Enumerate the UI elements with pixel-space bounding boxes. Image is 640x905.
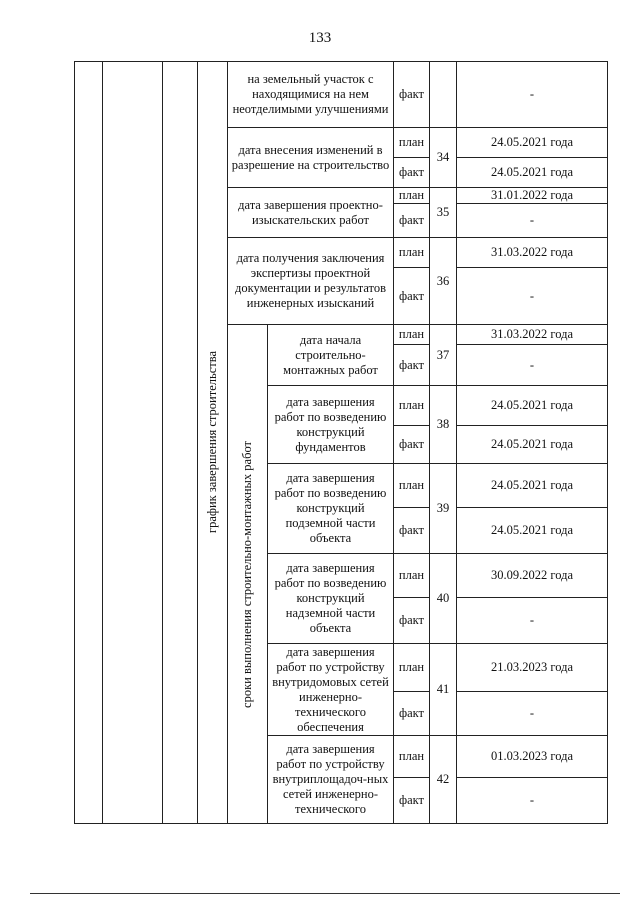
row-40-name: дата завершения работ по возведению конструкций надземной части объекта [268,554,394,644]
row-36-fact-value: - [457,268,608,325]
table-row-land [75,62,608,128]
row-39-fact-value: 24.05.2021 года [457,508,608,554]
row-41-plan-label: план [394,644,430,692]
schedule-label-cell [198,62,228,824]
row-35-fact-value: - [457,204,608,238]
row-38-plan-value: 24.05.2021 года [457,386,608,426]
row-41-fact-label: факт [394,692,430,736]
row-34-fact-label: факт [394,158,430,188]
row-41-name: дата завершения работ по устройству внутридомовых сетей инженерно-технического обеспечения [268,644,394,736]
row-35-plan-label: план [394,188,430,204]
row-37-plan-label: план [394,325,430,345]
row-41-fact-value: - [457,692,608,736]
row-land-fact-value: - [457,62,608,128]
row-42-plan-label: план [394,736,430,778]
row-34-plan-value: 24.05.2021 года [457,128,608,158]
construction-deadlines-label: сроки выполнения строительно-монтажных работ [240,440,254,708]
row-39-name: дата завершения работ по возведению конструкций подземной части объекта [268,464,394,554]
row-42-fact-label: факт [394,778,430,824]
row-40-fact-value: - [457,598,608,644]
row-36-number: 36 [430,238,457,325]
row-37-plan-value: 31.03.2022 года [457,325,608,345]
row-34-name: дата внесения изменений в разрешение на строительство [228,128,394,188]
row-40-fact-label: факт [394,598,430,644]
row-38-plan-label: план [394,386,430,426]
row-34-number: 34 [430,128,457,188]
row-36-fact-label: факт [394,268,430,325]
row-35-plan-value: 31.01.2022 года [457,188,608,204]
row-37-number: 37 [430,325,457,386]
row-39-fact-label: факт [394,508,430,554]
column-3-empty [163,62,198,824]
row-37-name: дата начала строительно-монтажных работ [268,325,394,386]
row-38-name: дата завершения работ по возведению конструкций фундаментов [268,386,394,464]
column-1-empty [75,62,103,824]
row-36-plan-label: план [394,238,430,268]
row-38-fact-label: факт [394,426,430,464]
row-38-number: 38 [430,386,457,464]
row-35-name: дата завершения проектно-изыскательских работ [228,188,394,238]
row-40-number: 40 [430,554,457,644]
row-35-number: 35 [430,188,457,238]
row-37-fact-label: факт [394,345,430,386]
row-39-plan-value: 24.05.2021 года [457,464,608,508]
page-bottom-rule [30,893,620,894]
row-35-fact-label: факт [394,204,430,238]
row-40-plan-label: план [394,554,430,598]
row-land-name: на земельный участок с находящимися на нем неотделимыми улучшениями [228,62,394,128]
schedule-table [74,61,608,824]
row-36-plan-value: 31.03.2022 года [457,238,608,268]
row-37-fact-value: - [457,345,608,386]
construction-deadlines-label-cell [228,325,268,824]
row-land-number [430,62,457,128]
row-34-plan-label: план [394,128,430,158]
row-36-name: дата получения заключения экспертизы проектной документации и результатов инженерных изысканий [228,238,394,325]
row-38-fact-value: 24.05.2021 года [457,426,608,464]
row-41-plan-value: 21.03.2023 года [457,644,608,692]
row-42-name: дата завершения работ по устройству внутриплощадоч-ных сетей инженерно-технического [268,736,394,824]
row-39-number: 39 [430,464,457,554]
row-41-number: 41 [430,644,457,736]
row-land-fact-label: факт [394,62,430,128]
row-42-fact-value: - [457,778,608,824]
row-34-fact-value: 24.05.2021 года [457,158,608,188]
schedule-label: график завершения строительства [205,351,219,534]
row-39-plan-label: план [394,464,430,508]
row-42-plan-value: 01.03.2023 года [457,736,608,778]
row-40-plan-value: 30.09.2022 года [457,554,608,598]
row-42-number: 42 [430,736,457,824]
column-2-empty [103,62,163,824]
page-number: 133 [308,30,332,46]
